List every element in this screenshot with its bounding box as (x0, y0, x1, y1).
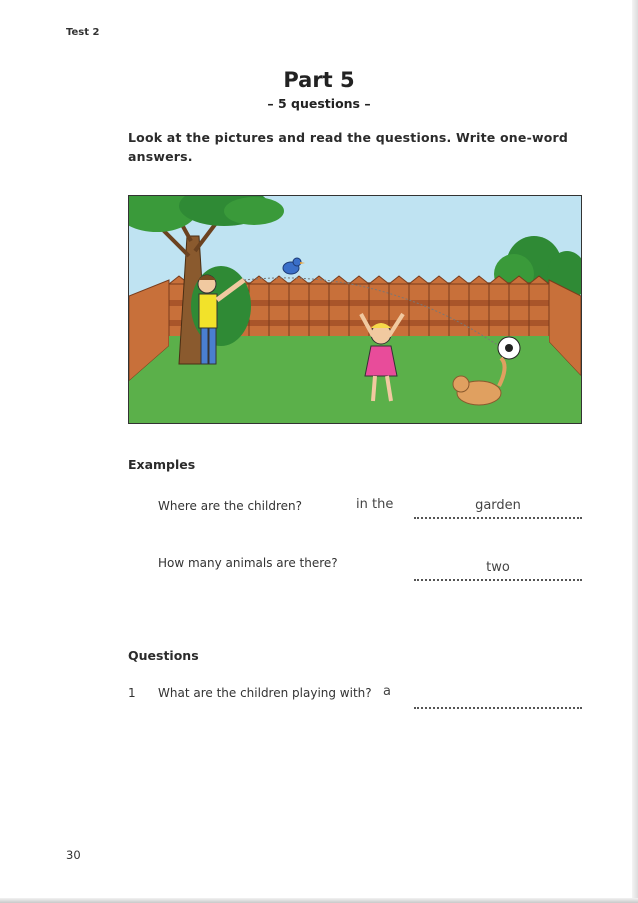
answer-line-example-1 (414, 516, 582, 519)
garden-illustration (128, 195, 582, 424)
page-bottom-edge (0, 898, 638, 903)
page-number: 30 (66, 848, 81, 862)
answer-line-example-2 (414, 578, 582, 581)
running-head: Test 2 (66, 27, 100, 38)
example-answer-2: two (486, 560, 510, 575)
football (498, 337, 520, 359)
instructions: Look at the pictures and read the questions. Write one-word answers. (128, 130, 569, 164)
example-prefix-1: in the (356, 497, 394, 512)
example-question-2: How many animals are there? (158, 556, 338, 570)
page-subtitle: – 5 questions – (267, 96, 371, 111)
example-question-1: Where are the children? (158, 499, 302, 513)
example-answer-1: garden (475, 498, 521, 513)
question-number-1: 1 (128, 686, 136, 700)
questions-heading: Questions (128, 648, 199, 663)
question-1: What are the children playing with? (158, 686, 372, 700)
examples-heading: Examples (128, 457, 196, 472)
question-prefix-1: a (383, 684, 391, 699)
page-title: Part 5 (283, 68, 355, 92)
page-edge-shadow (632, 0, 638, 903)
garden-scene-svg (129, 196, 581, 423)
answer-line-1[interactable] (414, 706, 582, 709)
